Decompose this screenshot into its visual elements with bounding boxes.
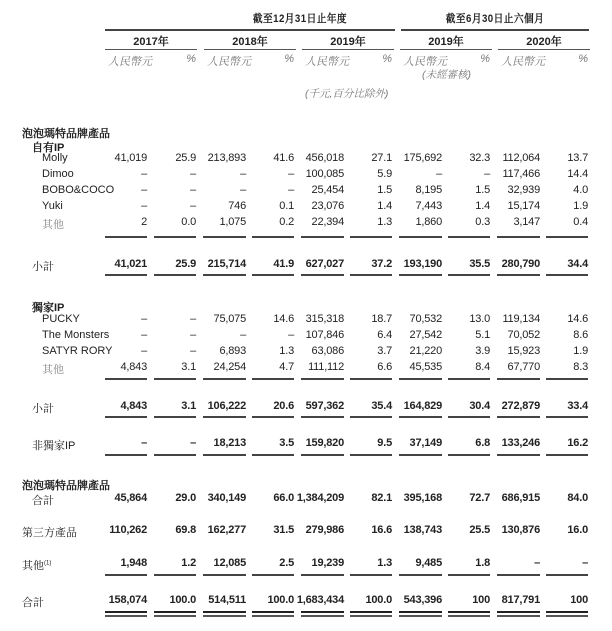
cell: 117,466 <box>502 168 540 180</box>
cell: 627,027 <box>305 258 344 270</box>
cell: 16.0 <box>567 524 588 536</box>
cell: 41,021 <box>114 258 147 270</box>
cell: 8.4 <box>475 361 490 373</box>
cell: – <box>190 184 196 196</box>
row-label: Molly <box>42 152 68 164</box>
row-label: The Monsters <box>42 329 110 341</box>
pct-2017: % <box>186 53 196 65</box>
row-label: SATYR RORY <box>42 345 113 357</box>
year-2018: 2018年 <box>232 36 268 48</box>
cell: 100.0 <box>267 594 294 606</box>
cell: 543,396 <box>403 594 442 606</box>
cell: – <box>190 437 196 449</box>
cell: 37,149 <box>409 437 442 449</box>
cell: 63,086 <box>311 345 344 357</box>
cell: 158,074 <box>108 594 147 606</box>
cell: 6.8 <box>475 437 490 449</box>
table-row-satyr-rory <box>0 345 612 359</box>
cell: 21,220 <box>409 345 442 357</box>
cell: – <box>141 437 147 449</box>
row-label: 其他 <box>42 219 64 231</box>
cell: 14.6 <box>567 313 588 325</box>
cell: 1,683,434 <box>296 594 344 606</box>
cell: 25.5 <box>469 524 490 536</box>
cell: – <box>141 200 147 212</box>
cell: 8.3 <box>573 361 588 373</box>
cell: 686,915 <box>501 492 540 504</box>
cell: 100,085 <box>305 168 344 180</box>
cell: 456,018 <box>305 152 344 164</box>
cell: 1.2 <box>181 557 196 569</box>
cell: 100 <box>570 594 588 606</box>
cell: 19,239 <box>311 557 344 569</box>
cell: 14.6 <box>273 313 294 325</box>
cell: 3.1 <box>181 400 196 412</box>
cell: 340,149 <box>207 492 246 504</box>
cell: 37.2 <box>371 258 392 270</box>
cell: 18.7 <box>371 313 392 325</box>
cell: 215,714 <box>207 258 246 270</box>
cell: 18,213 <box>213 437 246 449</box>
row-label <box>22 557 51 573</box>
cell: – <box>141 345 147 357</box>
cell: 138,743 <box>403 524 442 536</box>
cell: – <box>190 168 196 180</box>
cell: 9.5 <box>377 437 392 449</box>
brand-products-title: 泡泡瑪特品牌產品 <box>22 128 110 140</box>
cell: 16.6 <box>371 524 392 536</box>
unaudited-note: (未經審核) <box>422 69 471 81</box>
cell: 1.5 <box>475 184 490 196</box>
cell: 1.8 <box>475 557 490 569</box>
cell: 6.4 <box>377 329 392 341</box>
cell: 69.8 <box>175 524 196 536</box>
cell: 8.6 <box>573 329 588 341</box>
cell: 20.6 <box>273 400 294 412</box>
row-label: 小計 <box>32 403 54 415</box>
table-row-own-ip-others <box>0 216 612 230</box>
cell: 213,893 <box>207 152 246 164</box>
cell: 23,076 <box>311 200 344 212</box>
cell: 3.9 <box>475 345 490 357</box>
cell: 13.0 <box>469 313 490 325</box>
cell: 41.9 <box>273 258 294 270</box>
cell: 5.1 <box>475 329 490 341</box>
cell: 4,843 <box>120 400 147 412</box>
row-label-text: 其他 <box>22 560 44 572</box>
year-rule-2019 <box>302 49 394 50</box>
row-label: 合計 <box>22 597 44 609</box>
cell: 0.3 <box>475 216 490 228</box>
cell: 1.4 <box>377 200 392 212</box>
cell: 33.4 <box>567 400 588 412</box>
cell: – <box>288 329 294 341</box>
cell: 15,174 <box>507 200 540 212</box>
pct-2019: % <box>382 53 392 65</box>
cell: 597,362 <box>305 400 344 412</box>
cell: 84.0 <box>567 492 588 504</box>
cell: 3.5 <box>279 437 294 449</box>
cell: 159,820 <box>305 437 344 449</box>
cell: 25,454 <box>311 184 344 196</box>
cell: – <box>240 168 246 180</box>
table-row-exclusive-ip-subtotal <box>0 400 612 414</box>
cell: 0.2 <box>279 216 294 228</box>
row-label: 其他 <box>42 364 64 376</box>
year-2019-fy: 2019年 <box>330 36 366 48</box>
cell: 4.7 <box>279 361 294 373</box>
year-2017: 2017年 <box>133 36 169 48</box>
own-ip-title: 自有IP <box>32 142 65 154</box>
table-row-third-party <box>0 524 612 538</box>
cell: – <box>534 557 540 569</box>
cell: 1.3 <box>377 557 392 569</box>
cell: 110,262 <box>109 524 147 536</box>
cell: 8,195 <box>415 184 442 196</box>
cell: 24,254 <box>213 361 246 373</box>
cell: 6,893 <box>219 345 246 357</box>
cell: 72.7 <box>469 492 490 504</box>
pct-2019-6m: % <box>480 53 490 65</box>
row-label: 非獨家IP <box>32 440 76 452</box>
table-row-own-ip-subtotal <box>0 258 612 272</box>
cell: 12,085 <box>213 557 246 569</box>
cell: 514,511 <box>208 594 246 606</box>
cell: 41,019 <box>114 152 147 164</box>
unit-rmb-2019-6m: 人民幣元 <box>403 56 447 68</box>
cell: 175,692 <box>403 152 442 164</box>
year-rule-2017 <box>105 49 197 50</box>
cell: 25.9 <box>175 258 196 270</box>
cell: 164,829 <box>403 400 442 412</box>
row-label: Yuki <box>42 200 63 212</box>
cell: 35.4 <box>371 400 392 412</box>
cell: 15,923 <box>507 345 540 357</box>
cell: 45,864 <box>114 492 147 504</box>
cell: 1.3 <box>377 216 392 228</box>
year-2019-6m: 2019年 <box>428 36 464 48</box>
cell: 1,384,209 <box>296 492 344 504</box>
table-row-exclusive-ip-others <box>0 361 612 375</box>
six-month-group-header: 截至6月30日止六個月 <box>445 13 545 25</box>
cell: 34.4 <box>567 258 588 270</box>
cell: 111,112 <box>308 361 344 373</box>
cell: 16.2 <box>567 437 588 449</box>
cell: 3.7 <box>377 345 392 357</box>
brand-total-title: 泡泡瑪特品牌產品 <box>22 480 110 492</box>
cell: 35.5 <box>469 258 490 270</box>
cell: 41.6 <box>273 152 294 164</box>
cell: 315,318 <box>305 313 344 325</box>
cell: 193,190 <box>403 258 442 270</box>
cell: 2.5 <box>279 557 294 569</box>
table-row-brand-total <box>0 492 612 506</box>
table-row-non-exclusive-ip <box>0 437 612 451</box>
cell: 0.4 <box>573 216 588 228</box>
cell: – <box>288 168 294 180</box>
unit-rmb-2017: 人民幣元 <box>108 56 152 68</box>
cell: 130,876 <box>501 524 540 536</box>
cell: – <box>288 184 294 196</box>
cell: 25.9 <box>175 152 196 164</box>
cell: 1,948 <box>120 557 147 569</box>
cell: 6.6 <box>377 361 392 373</box>
cell: 162,277 <box>207 524 246 536</box>
cell: 7,443 <box>415 200 442 212</box>
table-row-others <box>0 557 612 571</box>
cell: 4.0 <box>573 184 588 196</box>
year-rule-2020-6m <box>498 49 590 50</box>
cell: 3,147 <box>513 216 540 228</box>
pct-2018: % <box>284 53 294 65</box>
row-label: Dimoo <box>42 168 74 180</box>
cell: – <box>484 168 490 180</box>
cell: – <box>240 329 246 341</box>
cell: 75,075 <box>213 313 246 325</box>
cell: 2 <box>141 216 147 228</box>
cell: 32,939 <box>507 184 540 196</box>
cell: 817,791 <box>501 594 540 606</box>
cell: – <box>141 313 147 325</box>
table-row-dimoo <box>0 168 612 182</box>
cell: 27.1 <box>371 152 392 164</box>
cell: 272,879 <box>501 400 540 412</box>
6m-group-rule <box>401 29 589 31</box>
cell: 279,986 <box>305 524 344 536</box>
unit-note: (千元,百分比除外) <box>305 88 389 100</box>
cell: 29.0 <box>175 492 196 504</box>
cell: 1.5 <box>377 184 392 196</box>
table-row-bobococo <box>0 184 612 198</box>
row-label: 小計 <box>32 261 54 273</box>
cell: – <box>436 168 442 180</box>
cell: 1.9 <box>573 200 588 212</box>
cell: 4,843 <box>120 361 147 373</box>
cell: 70,532 <box>409 313 442 325</box>
cell: 0.1 <box>279 200 294 212</box>
cell: 66.0 <box>273 492 294 504</box>
cell: 100.0 <box>365 594 392 606</box>
cell: 70,052 <box>507 329 540 341</box>
year-rule-2019-6m <box>400 49 492 50</box>
unit-rmb-2020-6m: 人民幣元 <box>501 56 545 68</box>
cell: 107,846 <box>305 329 344 341</box>
footnote-marker: (1) <box>44 560 52 567</box>
cell: 1.9 <box>573 345 588 357</box>
cell: 82.1 <box>371 492 392 504</box>
year-rule-2018 <box>204 49 296 50</box>
cell: 14.4 <box>567 168 588 180</box>
row-label: 合計 <box>32 495 54 507</box>
cell: 22,394 <box>311 216 344 228</box>
unit-rmb-2019: 人民幣元 <box>305 56 349 68</box>
table-row-grand-total <box>0 594 612 608</box>
cell: 1,860 <box>415 216 442 228</box>
cell: 32.3 <box>469 152 490 164</box>
cell: 45,535 <box>409 361 442 373</box>
cell: 27,542 <box>409 329 442 341</box>
cell: 30.4 <box>469 400 490 412</box>
cell: 5.9 <box>377 168 392 180</box>
cell: 1,075 <box>219 216 246 228</box>
cell: 9,485 <box>415 557 442 569</box>
table-row-pucky <box>0 313 612 327</box>
cell: 3.1 <box>181 361 196 373</box>
cell: – <box>582 557 588 569</box>
cell: – <box>190 329 196 341</box>
cell: 100.0 <box>169 594 196 606</box>
exclusive-ip-title: 獨家IP <box>32 302 65 314</box>
cell: 13.7 <box>567 152 588 164</box>
table-row-molly <box>0 152 612 166</box>
cell: – <box>141 329 147 341</box>
cell: 67,770 <box>507 361 540 373</box>
cell: 133,246 <box>501 437 540 449</box>
cell: 280,790 <box>501 258 540 270</box>
cell: 0.0 <box>181 216 196 228</box>
fy-group-rule <box>105 29 395 31</box>
cell: 1.3 <box>279 345 294 357</box>
table-row-yuki <box>0 200 612 214</box>
unit-rmb-2018: 人民幣元 <box>207 56 251 68</box>
cell: – <box>240 184 246 196</box>
cell: 31.5 <box>273 524 294 536</box>
cell: 106,222 <box>207 400 246 412</box>
cell: – <box>141 184 147 196</box>
fiscal-year-group-header: 截至12月31日止年度 <box>252 13 348 25</box>
cell: – <box>190 200 196 212</box>
row-label: 第三方產品 <box>22 527 77 539</box>
cell: – <box>190 345 196 357</box>
cell: 112,064 <box>502 152 540 164</box>
cell: 395,168 <box>403 492 442 504</box>
cell: – <box>190 313 196 325</box>
cell: 119,134 <box>502 313 540 325</box>
cell: 746 <box>228 200 246 212</box>
table-row-the-monsters <box>0 329 612 343</box>
cell: – <box>141 168 147 180</box>
pct-2020-6m: % <box>578 53 588 65</box>
cell: 1.4 <box>475 200 490 212</box>
year-2020-6m: 2020年 <box>526 36 562 48</box>
row-label: PUCKY <box>42 313 80 325</box>
row-label: BOBO&COCO <box>42 184 115 196</box>
cell: 100 <box>472 594 490 606</box>
